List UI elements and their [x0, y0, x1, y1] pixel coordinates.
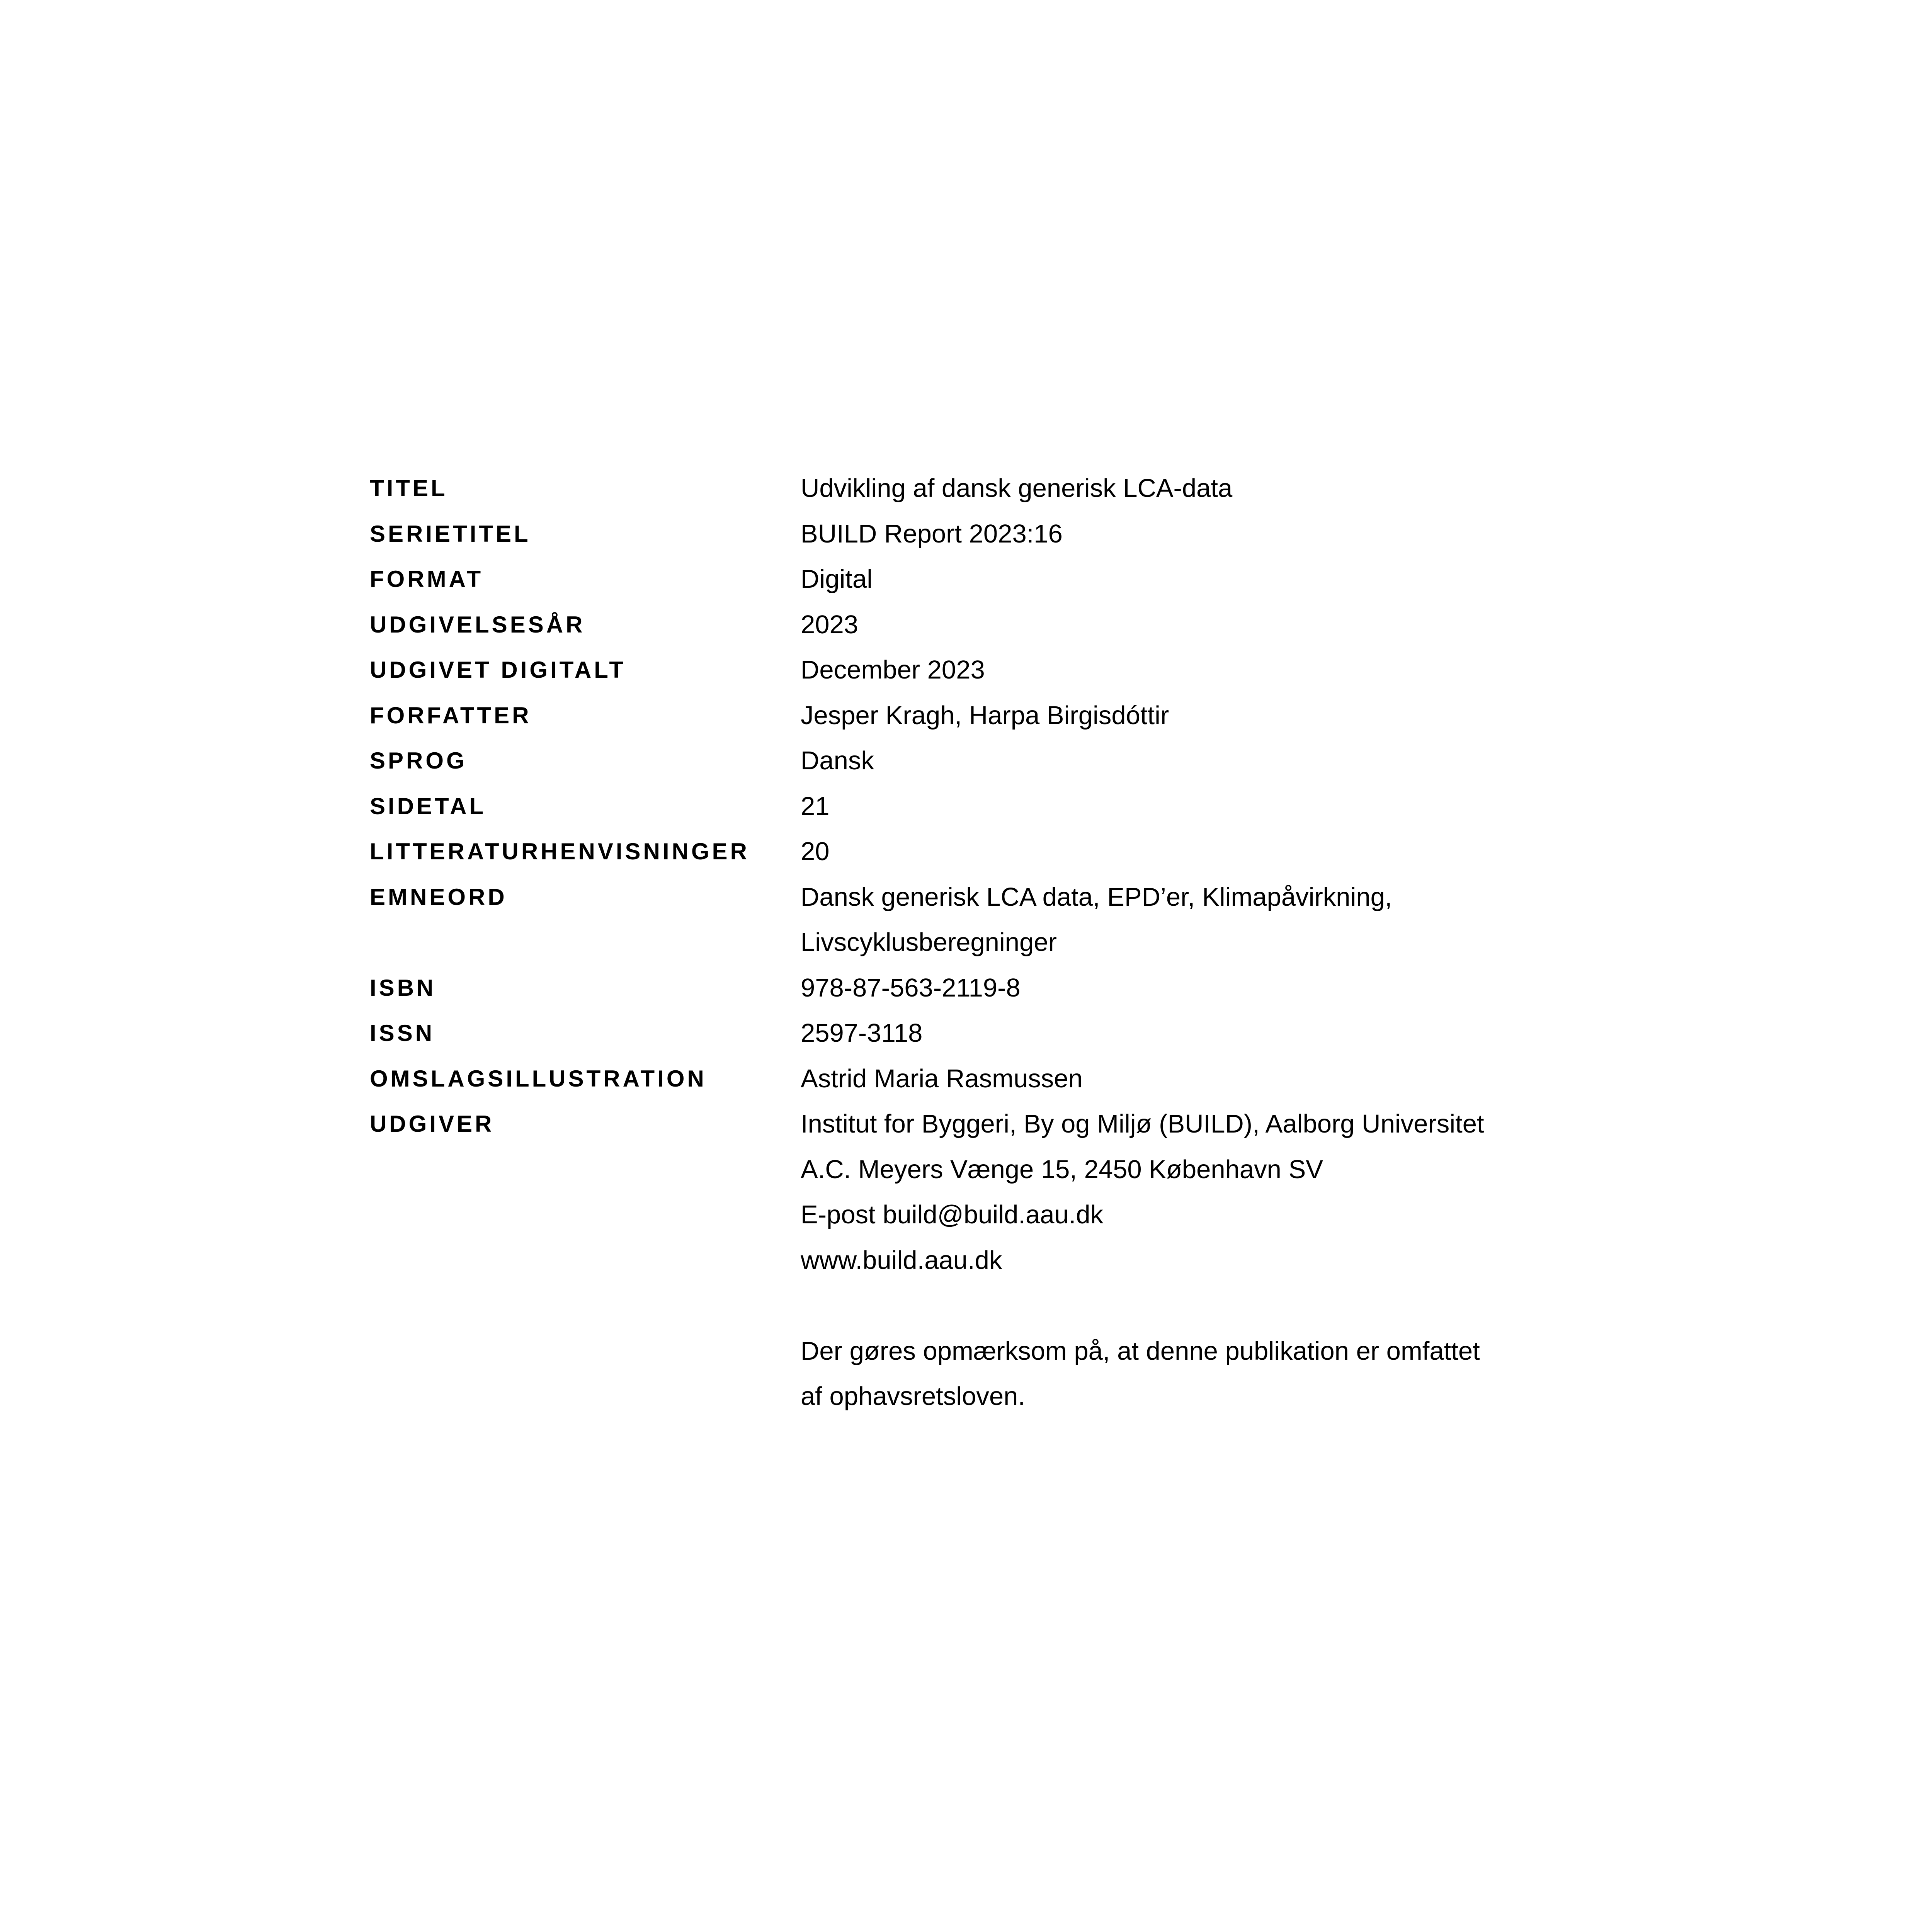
- copyright-notice-line: Der gøres opmærksom på, at denne publikation er omfattet: [801, 1336, 1480, 1366]
- value-udgiver: [801, 1101, 1606, 1419]
- row-sidetal: [370, 784, 1606, 829]
- row-issn: [370, 1010, 1606, 1056]
- value-sprog: [801, 738, 1606, 784]
- value-line: Institut for Byggeri, By og Miljø (BUILD), Aalborg Universitet: [801, 1109, 1484, 1138]
- value-line: Digital: [801, 565, 873, 594]
- row-format: [370, 556, 1606, 602]
- row-titel: [370, 466, 1606, 511]
- value-line: Livscyklusberegninger: [801, 928, 1057, 957]
- label-isbn: ISBN: [370, 975, 436, 1001]
- value-emneord: [801, 874, 1606, 965]
- value-udgivelsesaar: [801, 602, 1606, 648]
- label-titel: TITEL: [370, 475, 448, 501]
- value-litteraturhenvisninger: [801, 829, 1606, 874]
- label-sprog: SPROG: [370, 748, 467, 774]
- row-forfatter: [370, 693, 1606, 738]
- value-line: E-post build@build.aau.dk: [801, 1200, 1104, 1229]
- value-line: 2023: [801, 610, 859, 639]
- row-udgivet-digitalt: [370, 647, 1606, 693]
- row-omslagsillustration: [370, 1056, 1606, 1102]
- value-line: BUILD Report 2023:16: [801, 519, 1063, 548]
- label-forfatter: FORFATTER: [370, 702, 532, 728]
- value-omslagsillustration: [801, 1056, 1606, 1102]
- label-serietitel: SERIETITEL: [370, 520, 531, 547]
- value-line: 978-87-563-2119-8: [801, 973, 1021, 1002]
- label-litteraturhenvisninger: LITTERATURHENVISNINGER: [370, 838, 750, 864]
- label-udgiver: UDGIVER: [370, 1111, 495, 1137]
- value-line: 2597-3118: [801, 1019, 923, 1048]
- row-isbn: [370, 965, 1606, 1011]
- value-titel: [801, 466, 1606, 511]
- value-line: Udvikling af dansk generisk LCA-data: [801, 474, 1233, 503]
- value-line: 21: [801, 791, 830, 821]
- row-emneord: [370, 874, 1606, 965]
- value-sidetal: [801, 784, 1606, 829]
- value-format: [801, 556, 1606, 602]
- paragraph-gap: [801, 1283, 1606, 1328]
- label-format: FORMAT: [370, 566, 484, 592]
- value-line: December 2023: [801, 655, 985, 684]
- value-line: Astrid Maria Rasmussen: [801, 1064, 1083, 1093]
- copyright-notice-line: af ophavsretsloven.: [801, 1382, 1026, 1411]
- row-litteraturhenvisninger: [370, 829, 1606, 874]
- row-sprog: [370, 738, 1606, 784]
- label-issn: ISSN: [370, 1020, 435, 1046]
- value-line: Jesper Kragh, Harpa Birgisdóttir: [801, 701, 1169, 730]
- value-issn: [801, 1010, 1606, 1056]
- label-udgivelsesaar: UDGIVELSESÅR: [370, 611, 585, 638]
- label-emneord: EMNEORD: [370, 884, 507, 910]
- value-line: Dansk generisk LCA data, EPD’er, Klimapåvirkning,: [801, 882, 1392, 912]
- label-sidetal: SIDETAL: [370, 793, 486, 819]
- value-forfatter: [801, 693, 1606, 738]
- value-line: A.C. Meyers Vænge 15, 2450 København SV: [801, 1155, 1323, 1184]
- value-isbn: [801, 965, 1606, 1011]
- value-line: www.build.aau.dk: [801, 1245, 1002, 1275]
- value-serietitel: [801, 511, 1606, 557]
- value-line: 20: [801, 837, 830, 866]
- label-omslagsillustration: OMSLAGSILLUSTRATION: [370, 1065, 707, 1092]
- value-udgivet-digitalt: [801, 647, 1606, 693]
- row-udgivelsesaar: [370, 602, 1606, 648]
- row-serietitel: [370, 511, 1606, 557]
- row-udgiver: [370, 1101, 1606, 1419]
- label-udgivet-digitalt: UDGIVET DIGITALT: [370, 657, 626, 683]
- value-line: Dansk: [801, 746, 874, 775]
- colophon-table: [370, 466, 1606, 1419]
